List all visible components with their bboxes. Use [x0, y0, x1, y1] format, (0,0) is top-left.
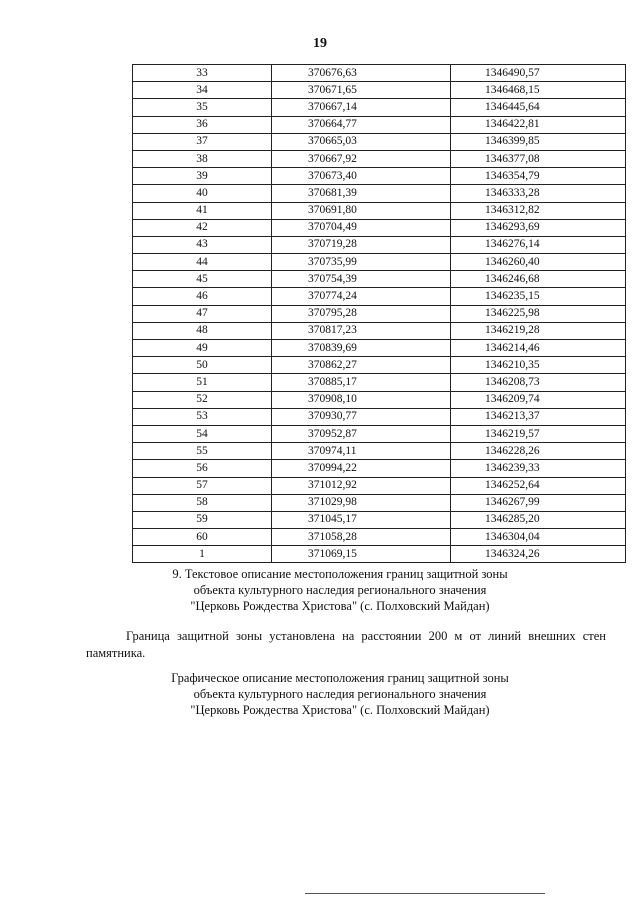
point-number-cell: 46 — [133, 288, 272, 305]
y-coordinate-cell: 1346252,64 — [451, 477, 626, 494]
y-coordinate-cell: 1346235,15 — [451, 288, 626, 305]
y-coordinate-cell: 1346276,14 — [451, 236, 626, 253]
x-coordinate-cell: 370681,39 — [272, 185, 451, 202]
point-number-cell: 43 — [133, 236, 272, 253]
x-coordinate-cell: 371029,98 — [272, 494, 451, 511]
table-row — [133, 116, 626, 133]
x-coordinate-cell: 370735,99 — [272, 254, 451, 271]
table-row — [133, 254, 626, 271]
table-row — [133, 511, 626, 528]
x-coordinate-cell: 370908,10 — [272, 391, 451, 408]
graphic-description-heading — [140, 670, 540, 718]
table-row — [133, 340, 626, 357]
graphic-heading-line-3: "Церковь Рождества Христова" (с. Полховский Майдан) — [190, 703, 490, 717]
point-number-cell: 50 — [133, 357, 272, 374]
x-coordinate-cell: 371012,92 — [272, 477, 451, 494]
x-coordinate-cell: 370665,03 — [272, 133, 451, 150]
x-coordinate-cell: 370667,14 — [272, 99, 451, 116]
table-row — [133, 322, 626, 339]
y-coordinate-cell: 1346468,15 — [451, 82, 626, 99]
y-coordinate-cell: 1346260,40 — [451, 254, 626, 271]
point-number-cell: 41 — [133, 202, 272, 219]
point-number-cell: 40 — [133, 185, 272, 202]
y-coordinate-cell: 1346209,74 — [451, 391, 626, 408]
x-coordinate-cell: 370974,11 — [272, 443, 451, 460]
y-coordinate-cell: 1346333,28 — [451, 185, 626, 202]
table-row — [133, 546, 626, 563]
y-coordinate-cell: 1346312,82 — [451, 202, 626, 219]
y-coordinate-cell: 1346214,46 — [451, 340, 626, 357]
point-number-cell: 47 — [133, 305, 272, 322]
x-coordinate-cell: 370691,80 — [272, 202, 451, 219]
y-coordinate-cell: 1346228,26 — [451, 443, 626, 460]
y-coordinate-cell: 1346219,28 — [451, 322, 626, 339]
point-number-cell: 38 — [133, 150, 272, 167]
table-row — [133, 529, 626, 546]
table-row — [133, 288, 626, 305]
table-row — [133, 374, 626, 391]
table-row — [133, 408, 626, 425]
y-coordinate-cell: 1346422,81 — [451, 116, 626, 133]
point-number-cell: 1 — [133, 546, 272, 563]
x-coordinate-cell: 370817,23 — [272, 322, 451, 339]
section-heading-line-1: 9. Текстовое описание местоположения границ защитной зоны — [172, 567, 508, 581]
point-number-cell: 45 — [133, 271, 272, 288]
table-row — [133, 202, 626, 219]
point-number-cell: 33 — [133, 65, 272, 82]
x-coordinate-cell: 370754,39 — [272, 271, 451, 288]
point-number-cell: 51 — [133, 374, 272, 391]
coordinates-table — [132, 64, 626, 563]
y-coordinate-cell: 1346213,37 — [451, 408, 626, 425]
table-row — [133, 65, 626, 82]
x-coordinate-cell: 370862,27 — [272, 357, 451, 374]
boundary-paragraph-text: Граница защитной зоны установлена на расстоянии 200 м от линий внешних стен памятника. — [86, 629, 606, 660]
point-number-cell: 55 — [133, 443, 272, 460]
point-number-cell: 36 — [133, 116, 272, 133]
x-coordinate-cell: 371058,28 — [272, 529, 451, 546]
graphic-heading-line-1: Графическое описание местоположения границ защитной зоны — [171, 671, 509, 685]
y-coordinate-cell: 1346324,26 — [451, 546, 626, 563]
y-coordinate-cell: 1346208,73 — [451, 374, 626, 391]
y-coordinate-cell: 1346377,08 — [451, 150, 626, 167]
table-row — [133, 150, 626, 167]
point-number-cell: 60 — [133, 529, 272, 546]
point-number-cell: 57 — [133, 477, 272, 494]
y-coordinate-cell: 1346239,33 — [451, 460, 626, 477]
table-row — [133, 494, 626, 511]
y-coordinate-cell: 1346285,20 — [451, 511, 626, 528]
table-row — [133, 443, 626, 460]
y-coordinate-cell: 1346225,98 — [451, 305, 626, 322]
table-row — [133, 82, 626, 99]
y-coordinate-cell: 1346399,85 — [451, 133, 626, 150]
x-coordinate-cell: 370952,87 — [272, 425, 451, 442]
section-heading — [140, 566, 540, 614]
y-coordinate-cell: 1346304,04 — [451, 529, 626, 546]
x-coordinate-cell: 370667,92 — [272, 150, 451, 167]
y-coordinate-cell: 1346246,68 — [451, 271, 626, 288]
table-row — [133, 133, 626, 150]
table-row — [133, 391, 626, 408]
point-number-cell: 49 — [133, 340, 272, 357]
x-coordinate-cell: 370673,40 — [272, 168, 451, 185]
x-coordinate-cell: 371045,17 — [272, 511, 451, 528]
x-coordinate-cell: 370671,65 — [272, 82, 451, 99]
y-coordinate-cell: 1346354,79 — [451, 168, 626, 185]
graphic-heading-line-2: объекта культурного наследия регионального значения — [193, 687, 487, 701]
x-coordinate-cell: 370885,17 — [272, 374, 451, 391]
table-row — [133, 168, 626, 185]
bottom-divider — [305, 893, 545, 894]
point-number-cell: 56 — [133, 460, 272, 477]
table-row — [133, 236, 626, 253]
point-number-cell: 53 — [133, 408, 272, 425]
point-number-cell: 48 — [133, 322, 272, 339]
table-row — [133, 425, 626, 442]
point-number-cell: 37 — [133, 133, 272, 150]
point-number-cell: 44 — [133, 254, 272, 271]
table-row — [133, 357, 626, 374]
table-row — [133, 185, 626, 202]
x-coordinate-cell: 370930,77 — [272, 408, 451, 425]
x-coordinate-cell: 370704,49 — [272, 219, 451, 236]
page-number: 19 — [313, 36, 327, 51]
x-coordinate-cell: 370839,69 — [272, 340, 451, 357]
x-coordinate-cell: 370719,28 — [272, 236, 451, 253]
point-number-cell: 52 — [133, 391, 272, 408]
y-coordinate-cell: 1346210,35 — [451, 357, 626, 374]
x-coordinate-cell: 370994,22 — [272, 460, 451, 477]
table-row — [133, 99, 626, 116]
point-number-cell: 35 — [133, 99, 272, 116]
table-row — [133, 219, 626, 236]
table-row — [133, 271, 626, 288]
point-number-cell: 39 — [133, 168, 272, 185]
point-number-cell: 34 — [133, 82, 272, 99]
y-coordinate-cell: 1346293,69 — [451, 219, 626, 236]
y-coordinate-cell: 1346445,64 — [451, 99, 626, 116]
x-coordinate-cell: 370795,28 — [272, 305, 451, 322]
section-heading-line-2: объекта культурного наследия регионального значения — [193, 583, 487, 597]
y-coordinate-cell: 1346267,99 — [451, 494, 626, 511]
x-coordinate-cell: 371069,15 — [272, 546, 451, 563]
x-coordinate-cell: 370676,63 — [272, 65, 451, 82]
boundary-paragraph — [86, 628, 606, 662]
x-coordinate-cell: 370774,24 — [272, 288, 451, 305]
coordinates-table-body — [133, 65, 626, 563]
table-row — [133, 460, 626, 477]
table-row — [133, 305, 626, 322]
point-number-cell: 54 — [133, 425, 272, 442]
y-coordinate-cell: 1346490,57 — [451, 65, 626, 82]
point-number-cell: 58 — [133, 494, 272, 511]
y-coordinate-cell: 1346219,57 — [451, 425, 626, 442]
x-coordinate-cell: 370664,77 — [272, 116, 451, 133]
point-number-cell: 59 — [133, 511, 272, 528]
table-row — [133, 477, 626, 494]
section-heading-line-3: "Церковь Рождества Христова" (с. Полховский Майдан) — [190, 599, 490, 613]
point-number-cell: 42 — [133, 219, 272, 236]
